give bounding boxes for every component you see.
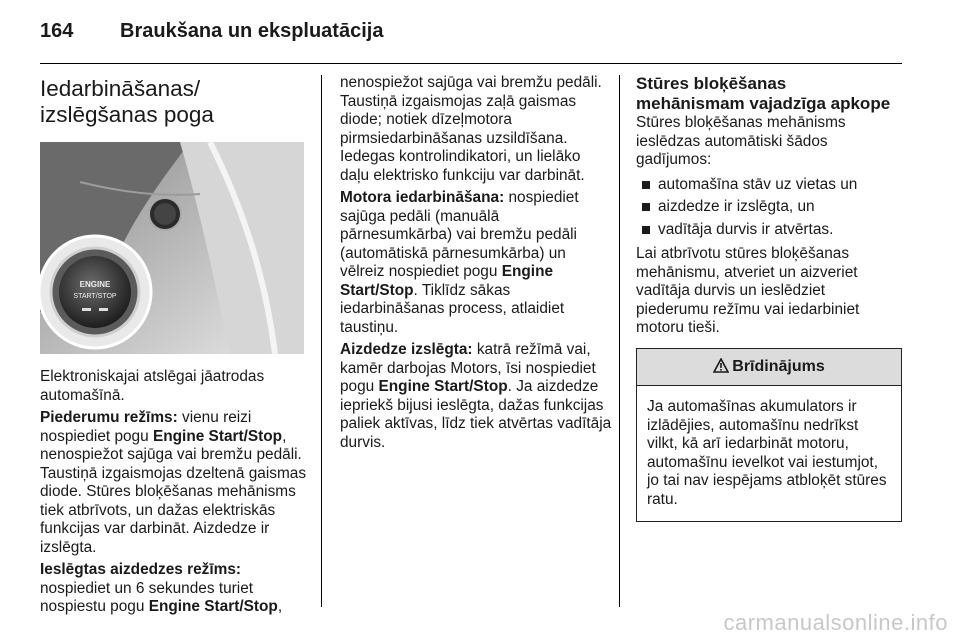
- warning-title: Brīdinājums: [732, 357, 825, 375]
- column-1: [40, 74, 312, 621]
- list-item: automašīna stāv uz vietas un: [636, 176, 902, 195]
- column-2: [340, 74, 612, 456]
- warning-triangle-icon: [713, 358, 729, 373]
- paragraph: Lai atbrīvotu stūres bloķēšanas mehānismu, atveriet un aizveriet vadītāja durvis un ieslēdziet piederumu režīmu vai iedarbiniet motoru tieši.: [636, 245, 860, 336]
- column-3: [636, 74, 902, 522]
- page-number: 164: [40, 20, 74, 42]
- warning-title-bar: [637, 349, 901, 387]
- page-header: [40, 20, 383, 43]
- section-heading: Stūres bloķēšanas mehānismam vajadzīga apkope: [636, 74, 891, 113]
- section-heading: Iedarbināšanas/ izslēgšanas poga: [40, 76, 214, 127]
- column-divider: [619, 75, 620, 607]
- engine-start-button-photo: [40, 142, 304, 354]
- paragraph: Motora iedarbināšana: nospiediet sajūga pedāli (manuālā pārnesumkārba) vai bremžu pedāli (automātiskā pārnesumkārba) un vēlreiz nospiediet pogu Engine Start/Stop. Tiklīdz sākas iedarbināšanas process, atlaidiet taustiņu.: [340, 189, 579, 336]
- list-item: vadītāja durvis ir atvērtas.: [636, 221, 902, 240]
- paragraph: Aizdedze izslēgta: katrā režīmā vai, kamēr darbojas Motors, īsi nospiediet pogu Engine Start/Stop. Ja aizdedze iepriekš bijusi ieslēgta, dažas funkcijas paliek aktīvas, līdz tiek atvērtas vadītāja durvis.: [340, 341, 612, 451]
- paragraph: Piederumu režīms: vienu reizi nospiediet pogu Engine Start/Stop, nenospiežot sajūga vai bremžu pedāli. Taustiņā izgaismojas dzeltenā gaismas diode. Stūres bloķēšanas mehānisms tiek atbrīvots, un dažas elektriskās funkcijas var darbināt. Aizdedze ir izslēgta.: [40, 409, 307, 556]
- list-item: aizdedze ir izslēgta, un: [636, 198, 902, 217]
- bullet-list: [636, 176, 902, 240]
- column-divider: [321, 75, 322, 607]
- button-label-engine: ENGINE: [79, 280, 111, 289]
- header-rule: [40, 63, 902, 64]
- button-label-start-stop: START/STOP: [73, 293, 117, 300]
- watermark: carmanualsonline.info: [723, 610, 948, 635]
- paragraph: Elektroniskajai atslēgai jāatrodas automašīnā.: [40, 368, 265, 404]
- warning-text: Ja automašīnas akumulators ir izlādējies, automašīnu nedrīkst vilkt, kā arī iedarbināt motoru, automašīnu ievelkot vai iestumjot, jo tai nav iespējams atbloķēt stūres ratu.: [647, 398, 887, 508]
- paragraph: Ieslēgtas aizdedzes režīms: nospiediet un 6 sekundes turiet nospiestu pogu Engine Start/Stop,: [40, 561, 283, 615]
- paragraph: nenospiežot sajūga vai bremžu pedāli. Taustiņā izgaismojas zaļā gaismas diode; notiek dīzeļmotora pirmsiedarbināšanas uzsildīšana. Iedegas kontrolindikatori, un lielāko daļu elektrisko funkciju var darbināt.: [340, 74, 602, 184]
- warning-box: [636, 348, 902, 523]
- paragraph: Stūres bloķēšanas mehānisms ieslēdzas automātiski šādos gadījumos:: [636, 114, 846, 168]
- chapter-title: Braukšana un ekspluatācija: [120, 20, 384, 42]
